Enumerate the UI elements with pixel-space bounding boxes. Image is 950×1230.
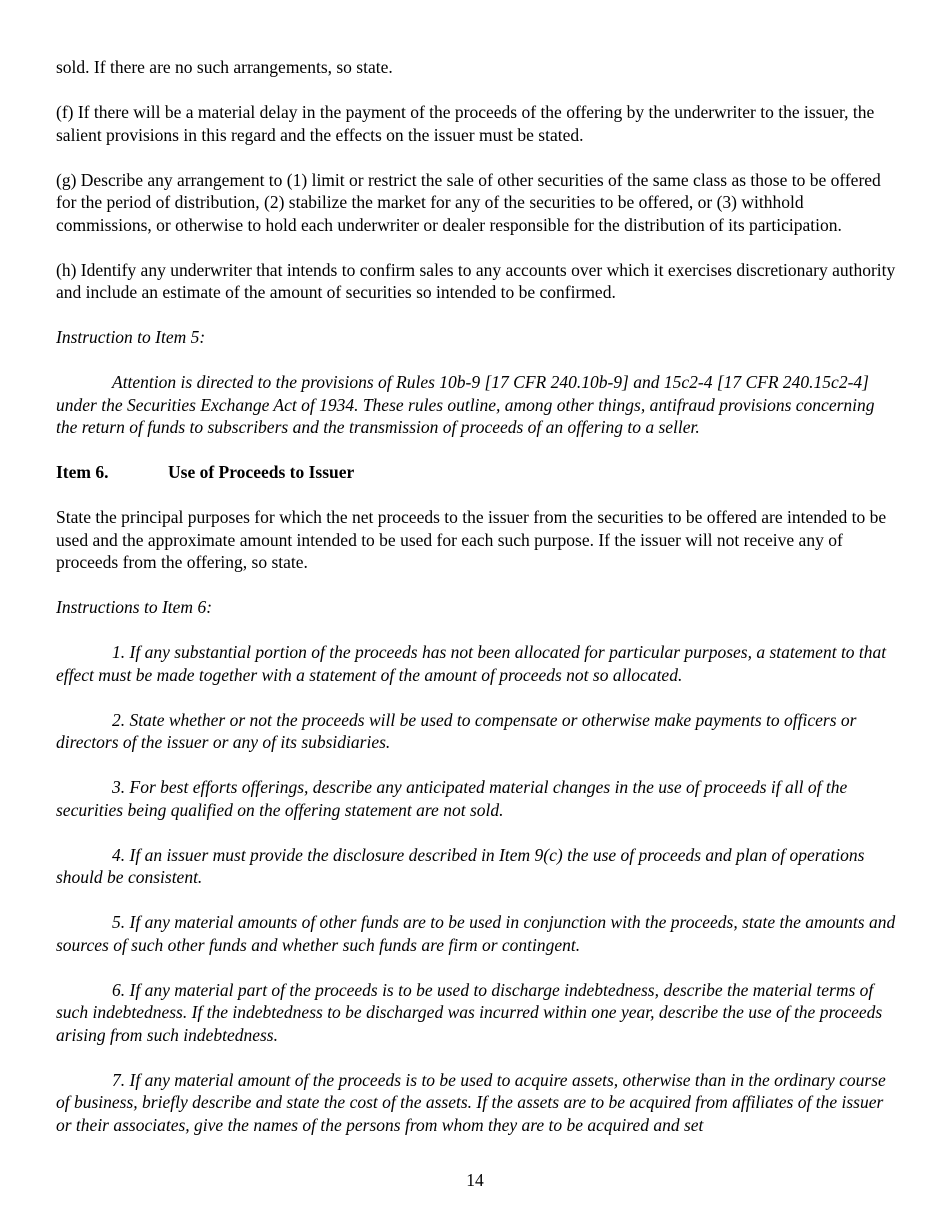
item-6-number: Item 6. (56, 462, 109, 482)
instruction-6-item-1: 1. If any substantial portion of the proceeds has not been allocated for particular purposes, a statement to that effect must be made together with a statement of the amount of proceeds not so allocated. (56, 642, 887, 685)
instruction-6-item-6: 6. If any material part of the proceeds is to be used to discharge indebtedness, describe the material terms of such indebtedness. If the indebtedness to be discharged was incurred within one year, describe the use of the proceeds arising from such indebtedness. (56, 979, 883, 1045)
document-page (56, 56, 896, 1159)
instruction-6-item-4: 4. If an issuer must provide the disclosure described in Item 9(c) the use of proceeds and plan of operations should be consistent. (56, 844, 865, 887)
paragraph-h: (h) Identify any underwriter that intends to confirm sales to any accounts over which it exercises discretionary authority and include an estimate of the amount of securities so intended to be confirmed. (56, 259, 896, 302)
instruction-6-item-3: 3. For best efforts offerings, describe any anticipated material changes in the use of proceeds if all of the securities being qualified on the offering statement are not sold. (56, 777, 848, 820)
page-number: 14 (466, 1170, 484, 1190)
paragraph-sold: sold. If there are no such arrangements, so state. (56, 57, 393, 77)
instruction-6-item-7: 7. If any material amount of the proceeds is to be used to acquire assets, otherwise than in the ordinary course of business, briefly describe and state the cost of the assets. If the assets are to be acquired from affiliates of the issuer or their associates, give the names of the persons from whom they are to be acquired and set (56, 1069, 886, 1135)
paragraph-f: (f) If there will be a material delay in the payment of the proceeds of the offering by the underwriter to the issuer, the salient provisions in this regard and the effects on the issuer must be stated. (56, 102, 875, 145)
paragraph-g: (g) Describe any arrangement to (1) limit or restrict the sale of other securities of the same class as those to be offered for the period of distribution, (2) stabilize the market for any of the securities to be offered, or (3) withhold commissions, or otherwise to hold each underwriter or dealer responsible for the distribution of its participation. (56, 169, 881, 235)
item-6-title: Use of Proceeds to Issuer (168, 462, 355, 482)
item-6-heading (56, 461, 896, 484)
item-6-body: State the principal purposes for which the net proceeds to the issuer from the securities to be offered are intended to be used and the approximate amount intended to be used for each such purpose. If the issuer will not receive any of proceeds from the offering, so state. (56, 507, 887, 572)
instructions-6-label: Instructions to Item 6: (56, 597, 213, 617)
instruction-5-text: Attention is directed to the provisions of Rules 10b-9 [17 CFR 240.10b-9] and 15c2-4 [17 CFR 240.15c2-4] under the Securities Exchange Act of 1934. These rules outline, among other things, antifraud provisions concerning the return of funds to subscribers and the transmission of proceeds of an offering to a seller. (56, 372, 875, 437)
instruction-6-item-2: 2. State whether or not the proceeds will be used to compensate or otherwise make payments to officers or directors of the issuer or any of its subsidiaries. (56, 709, 857, 752)
instruction-6-item-5: 5. If any material amounts of other funds are to be used in conjunction with the proceeds, state the amounts and sources of such other funds and whether such funds are firm or contingent. (56, 912, 896, 955)
instruction-5-label: Instruction to Item 5: (56, 327, 206, 347)
